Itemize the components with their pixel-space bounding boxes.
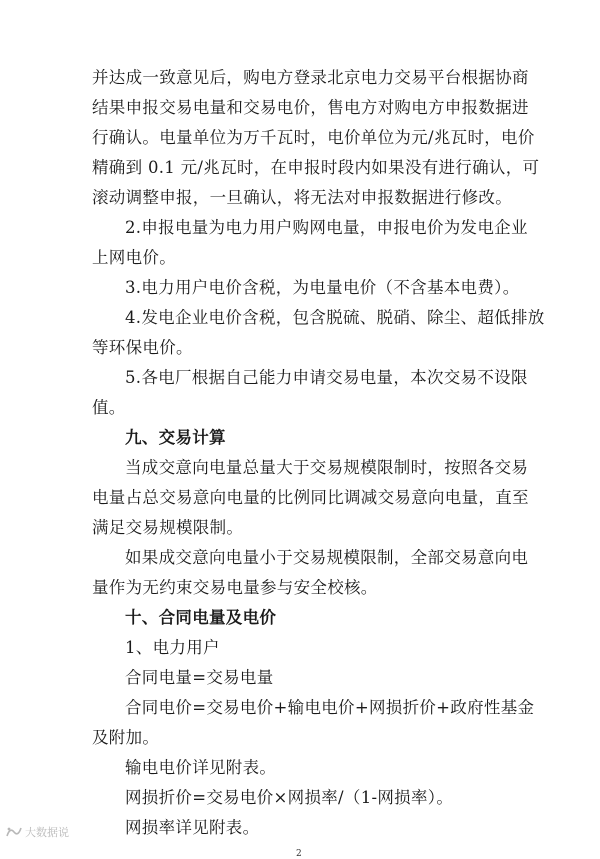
section-heading: 十、合同电量及电价: [125, 608, 277, 627]
text-line: 满足交易规模限制。: [92, 518, 244, 537]
formula-line: 合同电价=交易电价+输电电价+网损折价+政府性基金: [125, 698, 535, 717]
list-item: 3.电力用户电价含税，为电量电价（不含基本电费）。: [125, 278, 520, 297]
watermark-text: 大数据说: [25, 826, 69, 839]
formula-line: 合同电量=交易电量: [125, 668, 274, 687]
text-line: 输电电价详见附表。: [125, 758, 277, 777]
formula-line-continuation: 及附加。: [92, 728, 160, 747]
text-line: 滚动调整申报，一旦确认，将无法对申报数据进行修改。: [92, 188, 512, 207]
section-heading: 九、交易计算: [125, 428, 226, 447]
page-number: 2: [296, 849, 302, 859]
text-line: 精确到 0.1 元/兆瓦时，在申报时段内如果没有进行确认，可: [92, 158, 540, 177]
text-line: 如果成交意向电量小于交易规模限制，全部交易意向电: [125, 548, 529, 567]
list-item: 4.发电企业电价含税，包含脱硫、脱硝、除尘、超低排放: [125, 308, 545, 327]
text-line: 并达成一致意见后，购电方登录北京电力交易平台根据协商: [92, 68, 529, 87]
text-line: 当成交意向电量总量大于交易规模限制时，按照各交易: [125, 458, 529, 477]
subheading: 1、电力用户: [125, 638, 220, 657]
list-item-continuation: 值。: [92, 398, 126, 417]
list-item: 5.各电厂根据自己能力申请交易电量，本次交易不设限: [125, 368, 528, 387]
watermark-logo-icon: [6, 826, 22, 838]
text-line: 结果申报交易电量和交易电价，售电方对购电方申报数据进: [92, 98, 529, 117]
list-item-continuation: 上网电价。: [92, 248, 176, 267]
watermark: [6, 824, 69, 840]
list-item-continuation: 等环保电价。: [92, 338, 193, 357]
formula-line: 网损折价=交易电价×网损率/（1-网损率）。: [125, 788, 454, 807]
text-line: 电量占总交易意向电量的比例同比调减交易意向电量，直至: [92, 488, 529, 507]
text-line: 量作为无约束交易电量参与安全校核。: [92, 578, 378, 597]
text-line: 行确认。电量单位为万千瓦时，电价单位为元/兆瓦时，电价: [92, 128, 535, 147]
text-line: 网损率详见附表。: [125, 818, 260, 837]
list-item: 2.申报电量为电力用户购网电量，申报电价为发电企业: [125, 218, 528, 237]
